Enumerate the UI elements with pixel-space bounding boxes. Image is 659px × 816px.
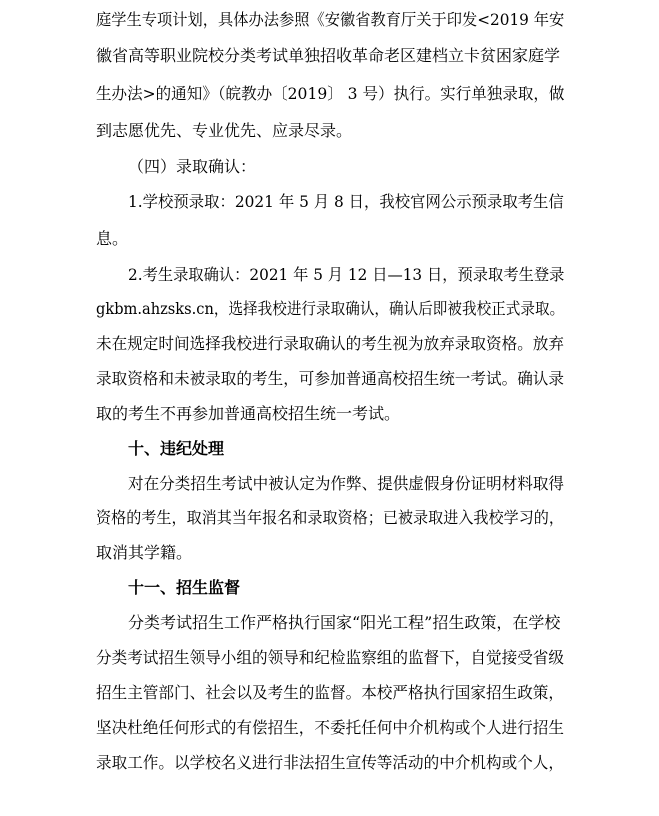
text-line: 取的考生不再参加普通高校招生统一考试。 [96, 404, 401, 423]
text-line: 分类考试招生领导小组的领导和纪检监察组的监督下，自觉接受省级 [96, 648, 565, 667]
text-line: 2.考生录取确认：2021 年 5 月 12 日—13 日，预录取考生登录 [128, 265, 565, 284]
text-line: 1.学校预录取：2021 年 5 月 8 日，我校官网公示预录取考生信 [128, 192, 564, 211]
section-heading: 十一、招生监督 [128, 578, 241, 597]
text-line: 取消其学籍。 [96, 543, 193, 562]
text-line: 坚决杜绝任何形式的有偿招生，不委托任何中介机构或个人进行招生 [96, 718, 565, 737]
text-line: 招生主管部门、社会以及考生的监督。本校严格执行国家招生政策， [96, 683, 565, 702]
text-line: 录取工作。以学校名义进行非法招生宣传等活动的中介机构或个人， [96, 753, 565, 772]
text-line: gkbm.ahzsks.cn，选择我校进行录取确认，确认后即被我校正式录取。 [96, 299, 565, 318]
text-line: 生办法>的通知》（皖教办〔2019〕 3 号）执行。实行单独录取，做 [96, 84, 565, 103]
section-heading: 十、违纪处理 [128, 439, 225, 458]
section-subheading: （四）录取确认： [128, 157, 257, 176]
text-line: 分类考试招生工作严格执行国家“阳光工程”招生政策，在学校 [128, 613, 561, 632]
text-line: 未在规定时间选择我校进行录取确认的考生视为放弃录取资格。放弃 [96, 334, 565, 353]
text-line: 息。 [96, 229, 129, 248]
text-line: 徽省高等职业院校分类考试单独招收革命老区建档立卡贫困家庭学 [96, 46, 561, 65]
text-line: 对在分类招生考试中被认定为作弊、提供虚假身份证明材料取得 [128, 474, 565, 493]
text-line: 录取资格和未被录取的考生，可参加普通高校招生统一考试。确认录 [96, 369, 565, 388]
text-line: 资格的考生，取消其当年报名和录取资格；已被录取进入我校学习的， [96, 508, 565, 527]
text-line: 庭学生专项计划，具体办法参照《安徽省教育厅关于印发<2019 年安 [96, 10, 565, 29]
text-line: 到志愿优先、专业优先、应录尽录。 [96, 121, 353, 140]
